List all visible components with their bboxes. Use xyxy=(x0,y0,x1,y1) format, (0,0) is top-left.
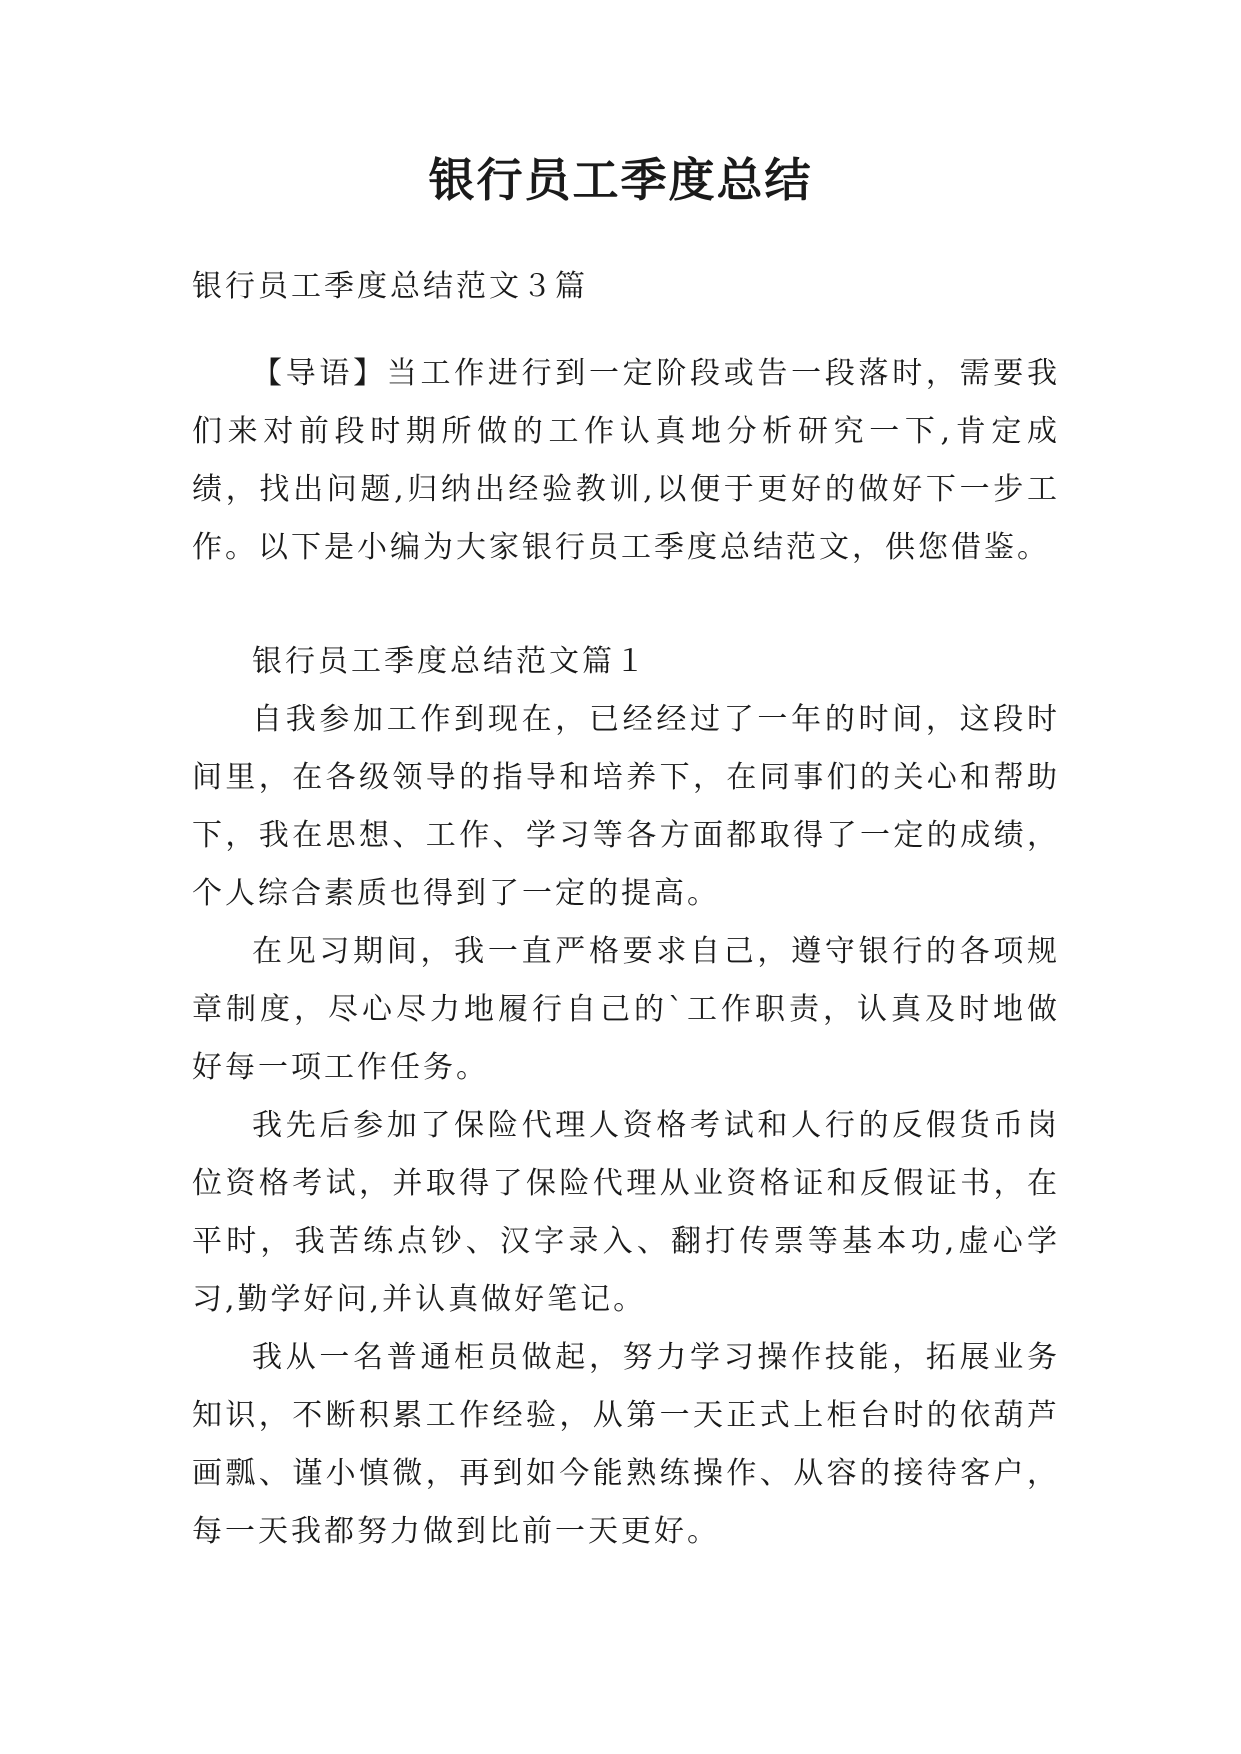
paragraph-4: 我从一名普通柜员做起，努力学习操作技能，拓展业务知识，不断积累工作经验，从第一天正式上柜台时的依葫芦画瓢、谨小慎微，再到如今能熟练操作、从容的接待客户，每一天我都努力做到比前一天更好。 xyxy=(192,1340,1060,1549)
article-section-1 xyxy=(192,633,1060,1561)
document-subtitle xyxy=(192,258,1060,316)
paragraph-2: 在见习期间，我一直严格要求自己，遵守银行的各项规章制度，尽心尽力地履行自己的`工作职责，认真及时地做好每一项工作任务。 xyxy=(192,934,1060,1085)
intro-paragraph: 【导语】当工作进行到一定阶段或告一段落时，需要我们来对前段时期所做的工作认真地分析研究一下,肯定成绩，找出问题,归纳出经验教训,以便于更好的做好下一步工作。以下是小编为大家银行员工季度总结范文，供您借鉴。 xyxy=(192,356,1060,565)
intro-section xyxy=(192,345,1060,577)
paragraph-1: 自我参加工作到现在，已经经过了一年的时间，这段时间里，在各级领导的指导和培养下，在同事们的关心和帮助下，我在思想、工作、学习等各方面都取得了一定的成绩，个人综合素质也得到了一定的提高。 xyxy=(192,702,1060,911)
paragraph-3: 我先后参加了保险代理人资格考试和人行的反假货币岗位资格考试，并取得了保险代理从业资格证和反假证书，在平时，我苦练点钞、汉字录入、翻打传票等基本功,虚心学习,勤学好问,并认真做好笔记。 xyxy=(192,1108,1060,1317)
subtitle-text: 银行员工季度总结范文３篇 xyxy=(192,269,588,304)
page-title: 银行员工季度总结 xyxy=(428,153,813,207)
section-heading: 银行员工季度总结范文篇１ xyxy=(252,644,648,679)
